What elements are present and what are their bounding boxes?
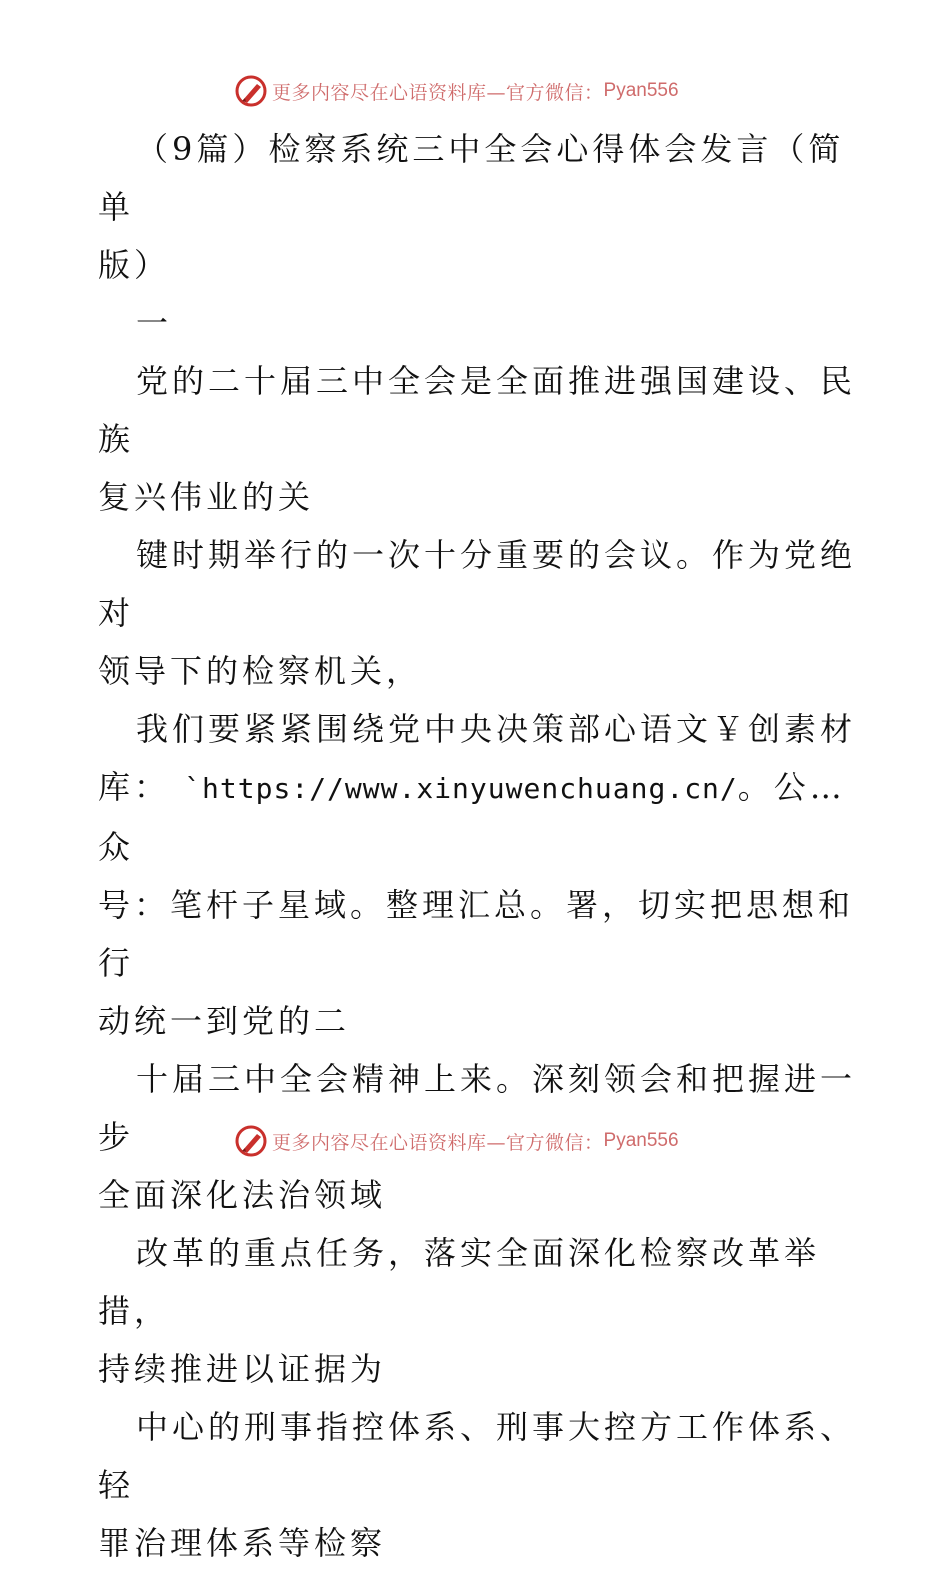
watermark-footer (234, 1122, 679, 1160)
watermark-text: 更多内容尽在心语资料库—官方微信： (272, 1131, 604, 1154)
library-label: 库： (98, 768, 171, 806)
watermark-wechat-id: Pyan556 (603, 80, 679, 101)
body-line: 中心的刑事指控体系、刑事大控方工作体系、轻 (98, 1408, 857, 1504)
document-title-line-1: （9篇）检察系统三中全会心得体会发言（简单 (98, 130, 845, 226)
pen-logo-icon (234, 74, 268, 108)
body-line: 持续推进以证据为 (98, 1350, 387, 1388)
body-line: 复兴伟业的关 (98, 478, 315, 516)
body-line: 号：笔杆子星域。整理汇总。署，切实把思想和行 (98, 886, 855, 982)
body-line: 动统一到党的二 (98, 1002, 351, 1040)
body-line: 键时期举行的一次十分重要的会议。作为党绝对 (98, 536, 857, 632)
body-line: 全面深化法治领域 (98, 1176, 387, 1214)
body-line: 改革的重点任务，落实全面深化检察改革举措， (98, 1234, 821, 1330)
body-line: 领导下的检察机关， (98, 652, 423, 690)
pen-logo-icon (234, 1124, 268, 1158)
body-line: 罪治理体系等检察 (98, 1524, 387, 1562)
body-line: 党的二十届三中全会是全面推进强国建设、民族 (98, 362, 857, 458)
document-body (98, 120, 858, 1572)
body-line-with-url (98, 758, 858, 876)
watermark-header (234, 72, 679, 110)
watermark-wechat-id: Pyan556 (603, 1130, 679, 1151)
source-url: `https://www.xinyuwenchuang.cn/ (184, 772, 738, 805)
body-line: 十届三中全会精神上来。深刻领会和把握进一步 (98, 1060, 857, 1156)
watermark-text: 更多内容尽在心语资料库—官方微信： (272, 81, 604, 104)
document-title-line-2: 版） (98, 246, 171, 284)
body-fragment: 。公…众 (98, 768, 846, 866)
section-number: 一 (136, 304, 173, 342)
body-line: 我们要紧紧围绕党中央决策部心语文￥创素材 (136, 710, 857, 748)
